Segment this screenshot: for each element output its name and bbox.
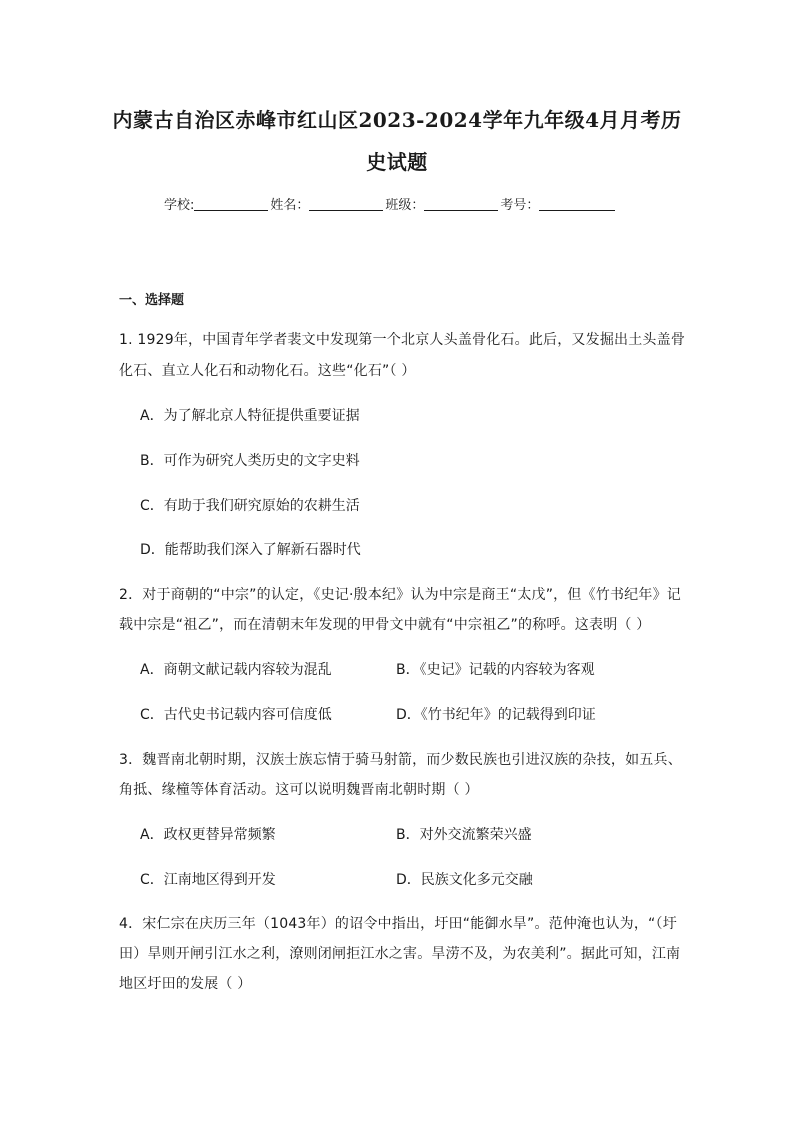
question-4-stem-line-1: 4．宋仁宗在庆历三年（1043年）的诏令中指出，圩田“能御水旱”。范仲淹也认为，“（圩 xyxy=(119,916,677,932)
question-1-stem-line-1: 1. 1929年，中国青年学者裴文中发现第一个北京人头盖骨化石。此后，又发掘出土头盖骨 xyxy=(119,332,686,348)
section-title: 一、选择题 xyxy=(119,293,185,308)
question-2-option-b[interactable]: B．《史记》记载的内容较为客观 xyxy=(396,662,595,678)
question-4-stem-line-3: 地区圩田的发展（ ） xyxy=(119,976,252,992)
question-3-stem-line-1: 3．魏晋南北朝时期，汉族士族忘情于骑马射箭，而少数民族也引进汉族的杂技，如五兵、 xyxy=(119,752,682,768)
question-1-option-c[interactable]: C．有助于我们研究原始的农耕生活 xyxy=(140,498,360,514)
exam-title-line-2: 史试题 xyxy=(366,150,428,174)
question-1-stem-line-2: 化石、直立人化石和动物化石。这些“化石”（ ） xyxy=(119,363,416,379)
class-blank[interactable] xyxy=(424,196,498,211)
question-1-option-a[interactable]: A．为了解北京人特征提供重要证据 xyxy=(140,408,360,424)
question-4-stem-line-2: 田）旱则开闸引江水之利，潦则闭闸拒江水之害。旱涝不及，为农美利”。据此可知，江南 xyxy=(119,946,681,962)
question-2-option-c[interactable]: C．古代史书记载内容可信度低 xyxy=(140,707,332,723)
question-3-option-b[interactable]: B．对外交流繁荣兴盛 xyxy=(396,827,532,843)
school-blank[interactable] xyxy=(194,196,268,211)
exam-title-line-1: 内蒙古自治区赤峰市红山区2023-2024学年九年级4月月考历 xyxy=(112,108,682,132)
question-2-option-a[interactable]: A．商朝文献记载内容较为混乱 xyxy=(140,662,332,678)
student-info-line xyxy=(164,194,617,213)
question-2-stem-line-1: 2．对于商朝的“中宗”的认定，《史记·殷本纪》认为中宗是商王“太戊”，但《竹书纪年》记 xyxy=(119,587,681,603)
question-1-option-b[interactable]: B．可作为研究人类历史的文字史料 xyxy=(140,453,360,469)
number-blank[interactable] xyxy=(539,196,615,211)
name-label: 姓名： xyxy=(270,198,310,213)
question-2-stem-line-2: 载中宗是“祖乙”，而在清朝末年发现的甲骨文中就有“中宗祖乙”的称呼。这表明（ ） xyxy=(119,617,651,633)
number-label: 考号： xyxy=(500,198,540,213)
question-3-option-d[interactable]: D．民族文化多元交融 xyxy=(396,872,533,888)
name-blank[interactable] xyxy=(309,196,383,211)
question-3-option-a[interactable]: A．政权更替异常频繁 xyxy=(140,827,276,843)
question-1-option-d[interactable]: D．能帮助我们深入了解新石器时代 xyxy=(140,542,361,558)
class-label: 班级： xyxy=(385,198,425,213)
question-3-stem-line-2: 角抵、缘橦等体育活动。这可以说明魏晋南北朝时期（ ） xyxy=(119,782,479,798)
school-label: 学校: xyxy=(164,198,195,213)
question-2-option-d[interactable]: D．《竹书纪年》的记载得到印证 xyxy=(396,707,596,723)
question-3-option-c[interactable]: C．江南地区得到开发 xyxy=(140,872,276,888)
